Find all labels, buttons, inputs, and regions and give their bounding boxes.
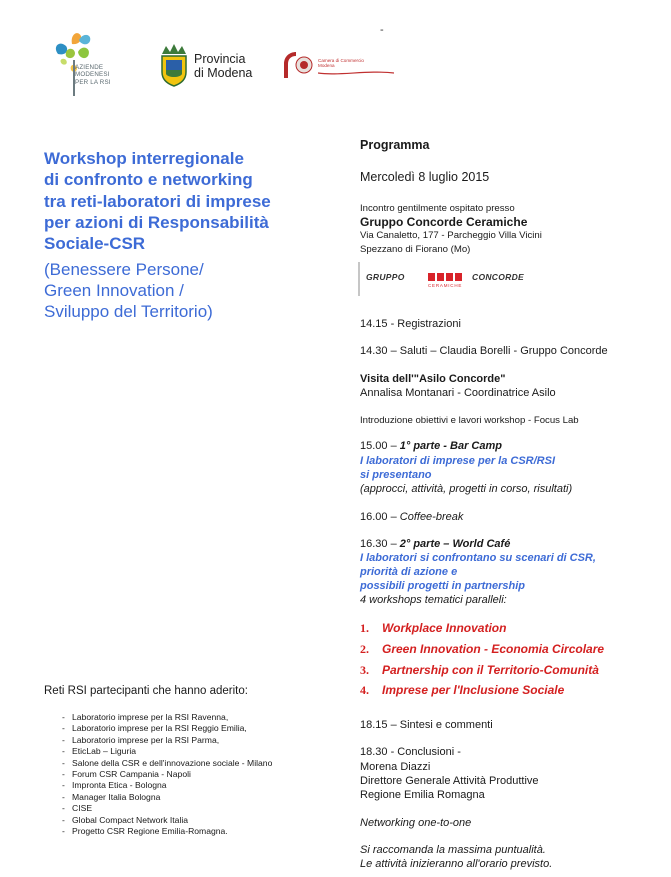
subtitle-line: (Benessere Persone/ [44, 260, 204, 279]
logo-square [455, 273, 462, 281]
workshop-item: 2. Green Innovation - Economia Circolare [360, 642, 605, 656]
list-item: - Manager Italia Bologna [62, 791, 161, 802]
logo-square [437, 273, 444, 281]
host-name: Gruppo Concorde Ceramiche [360, 215, 528, 229]
aziende-modenesi-logo [48, 30, 111, 100]
logo-square [428, 273, 435, 281]
agenda-sintesi: 18.15 – Sintesi e commenti [360, 719, 493, 731]
workshop-item: 1. Workplace Innovation [360, 621, 507, 635]
visita-sub: Annalisa Montanari - Coordinatrice Asilo [360, 387, 556, 399]
part2-desc: possibili progetti in partnership [360, 580, 526, 592]
subtitle-line: Green Innovation / [44, 281, 184, 300]
list-item: - EticLab – Liguria [62, 746, 137, 757]
agenda-coffee: 16.00 – Coffee-break [360, 511, 464, 523]
workshop-item: 4. Imprese per l'Inclusione Sociale [360, 683, 565, 697]
list-item: - Laboratorio imprese per la RSI Ravenna, [62, 712, 229, 722]
speaker-name: Morena Diazzi [360, 761, 431, 773]
agenda-registrazioni: 14.15 - Registrazioni [360, 318, 461, 330]
list-item: - Salone della CSR e dell'innovazione sociale - Milano [62, 757, 273, 768]
provincia-modena-logo [158, 44, 258, 90]
title-line: Workshop interregionale [44, 149, 244, 168]
list-item: - CISE [62, 803, 93, 814]
part2-desc: I laboratori si confrontano su scenari di CSR, [360, 552, 596, 564]
address-line: Via Canaletto, 177 - Parcheggio Villa Vicini [360, 230, 542, 241]
camera-commercio-logo [282, 50, 394, 80]
speaker-role: Regione Emilia Romagna [360, 789, 485, 801]
logo-square [446, 273, 453, 281]
agenda-part1: 15.00 – 1° parte - Bar Camp [360, 440, 502, 452]
note-line: Si raccomanda la massima puntualità. [360, 844, 546, 856]
part2-desc: priorità di azione e [360, 566, 458, 578]
title-line: per azioni di Responsabilità [44, 213, 269, 232]
list-item: - Progetto CSR Regione Emilia-Romagna. [62, 826, 228, 837]
camera-swoosh-icon [318, 70, 394, 76]
reti-list [62, 712, 272, 837]
camera-logo-text: Camera di Commercio Modena [318, 58, 364, 69]
camera-emblem-icon [282, 50, 316, 80]
agenda-conclusioni: 18.30 - Conclusioni - [360, 746, 461, 758]
list-item: - Global Compact Network Italia [62, 814, 189, 825]
list-item: - Laboratorio imprese per la RSI Parma, [62, 734, 220, 745]
title-line: di confronto e networking [44, 170, 253, 189]
coat-of-arms-icon [158, 44, 190, 88]
list-item: - Impronta Etica - Bologna [62, 780, 167, 791]
event-date: Mercoledì 8 luglio 2015 [360, 170, 490, 184]
part1-desc: si presentano [360, 469, 432, 481]
programma-title: Programma [360, 138, 430, 152]
agenda-part2: 16.30 – 2° parte – World Café [360, 538, 511, 550]
title-line: tra reti-laboratori di imprese [44, 192, 271, 211]
aziende-logo-text: AZIENDE MODENESI PER LA RSI [75, 64, 111, 86]
header-mark: - [380, 24, 384, 36]
host-intro: Incontro gentilmente ospitato presso [360, 203, 515, 214]
address-line: Spezzano di Fiorano (Mo) [360, 244, 471, 255]
part1-note: (approcci, attività, progetti in corso, risultati) [360, 483, 573, 495]
list-item: - Laboratorio imprese per la RSI Reggio Emilia, [62, 723, 247, 734]
networking: Networking one-to-one [360, 817, 472, 829]
title-line: Sociale-CSR [44, 234, 146, 253]
subtitle-line: Sviluppo del Territorio) [44, 302, 213, 321]
workshop-item: 3. Partnership con il Territorio-Comunità [360, 663, 599, 677]
provincia-logo-text: Provincia di Modena [194, 52, 253, 80]
visita-title: Visita dell'"Asilo Concorde" [360, 373, 506, 385]
agenda-saluti: 14.30 – Saluti – Claudia Borelli - Gruppo Concorde [360, 345, 608, 357]
speaker-role: Direttore Generale Attività Produttive [360, 775, 539, 787]
gruppo-concorde-logo: GRUPPO CONCORDE CERAMICHE [358, 262, 540, 296]
note-line: Le attività inizieranno all'orario previsto. [360, 858, 553, 870]
part2-note: 4 workshops tematici paralleli: [360, 594, 507, 606]
agenda-intro: Introduzione obiettivi e lavori workshop - Focus Lab [360, 415, 579, 426]
list-item: - Forum CSR Campania - Napoli [62, 769, 191, 780]
reti-heading: Reti RSI partecipanti che hanno aderito: [44, 685, 248, 697]
part1-desc: I laboratori di imprese per la CSR/RSI [360, 455, 555, 467]
